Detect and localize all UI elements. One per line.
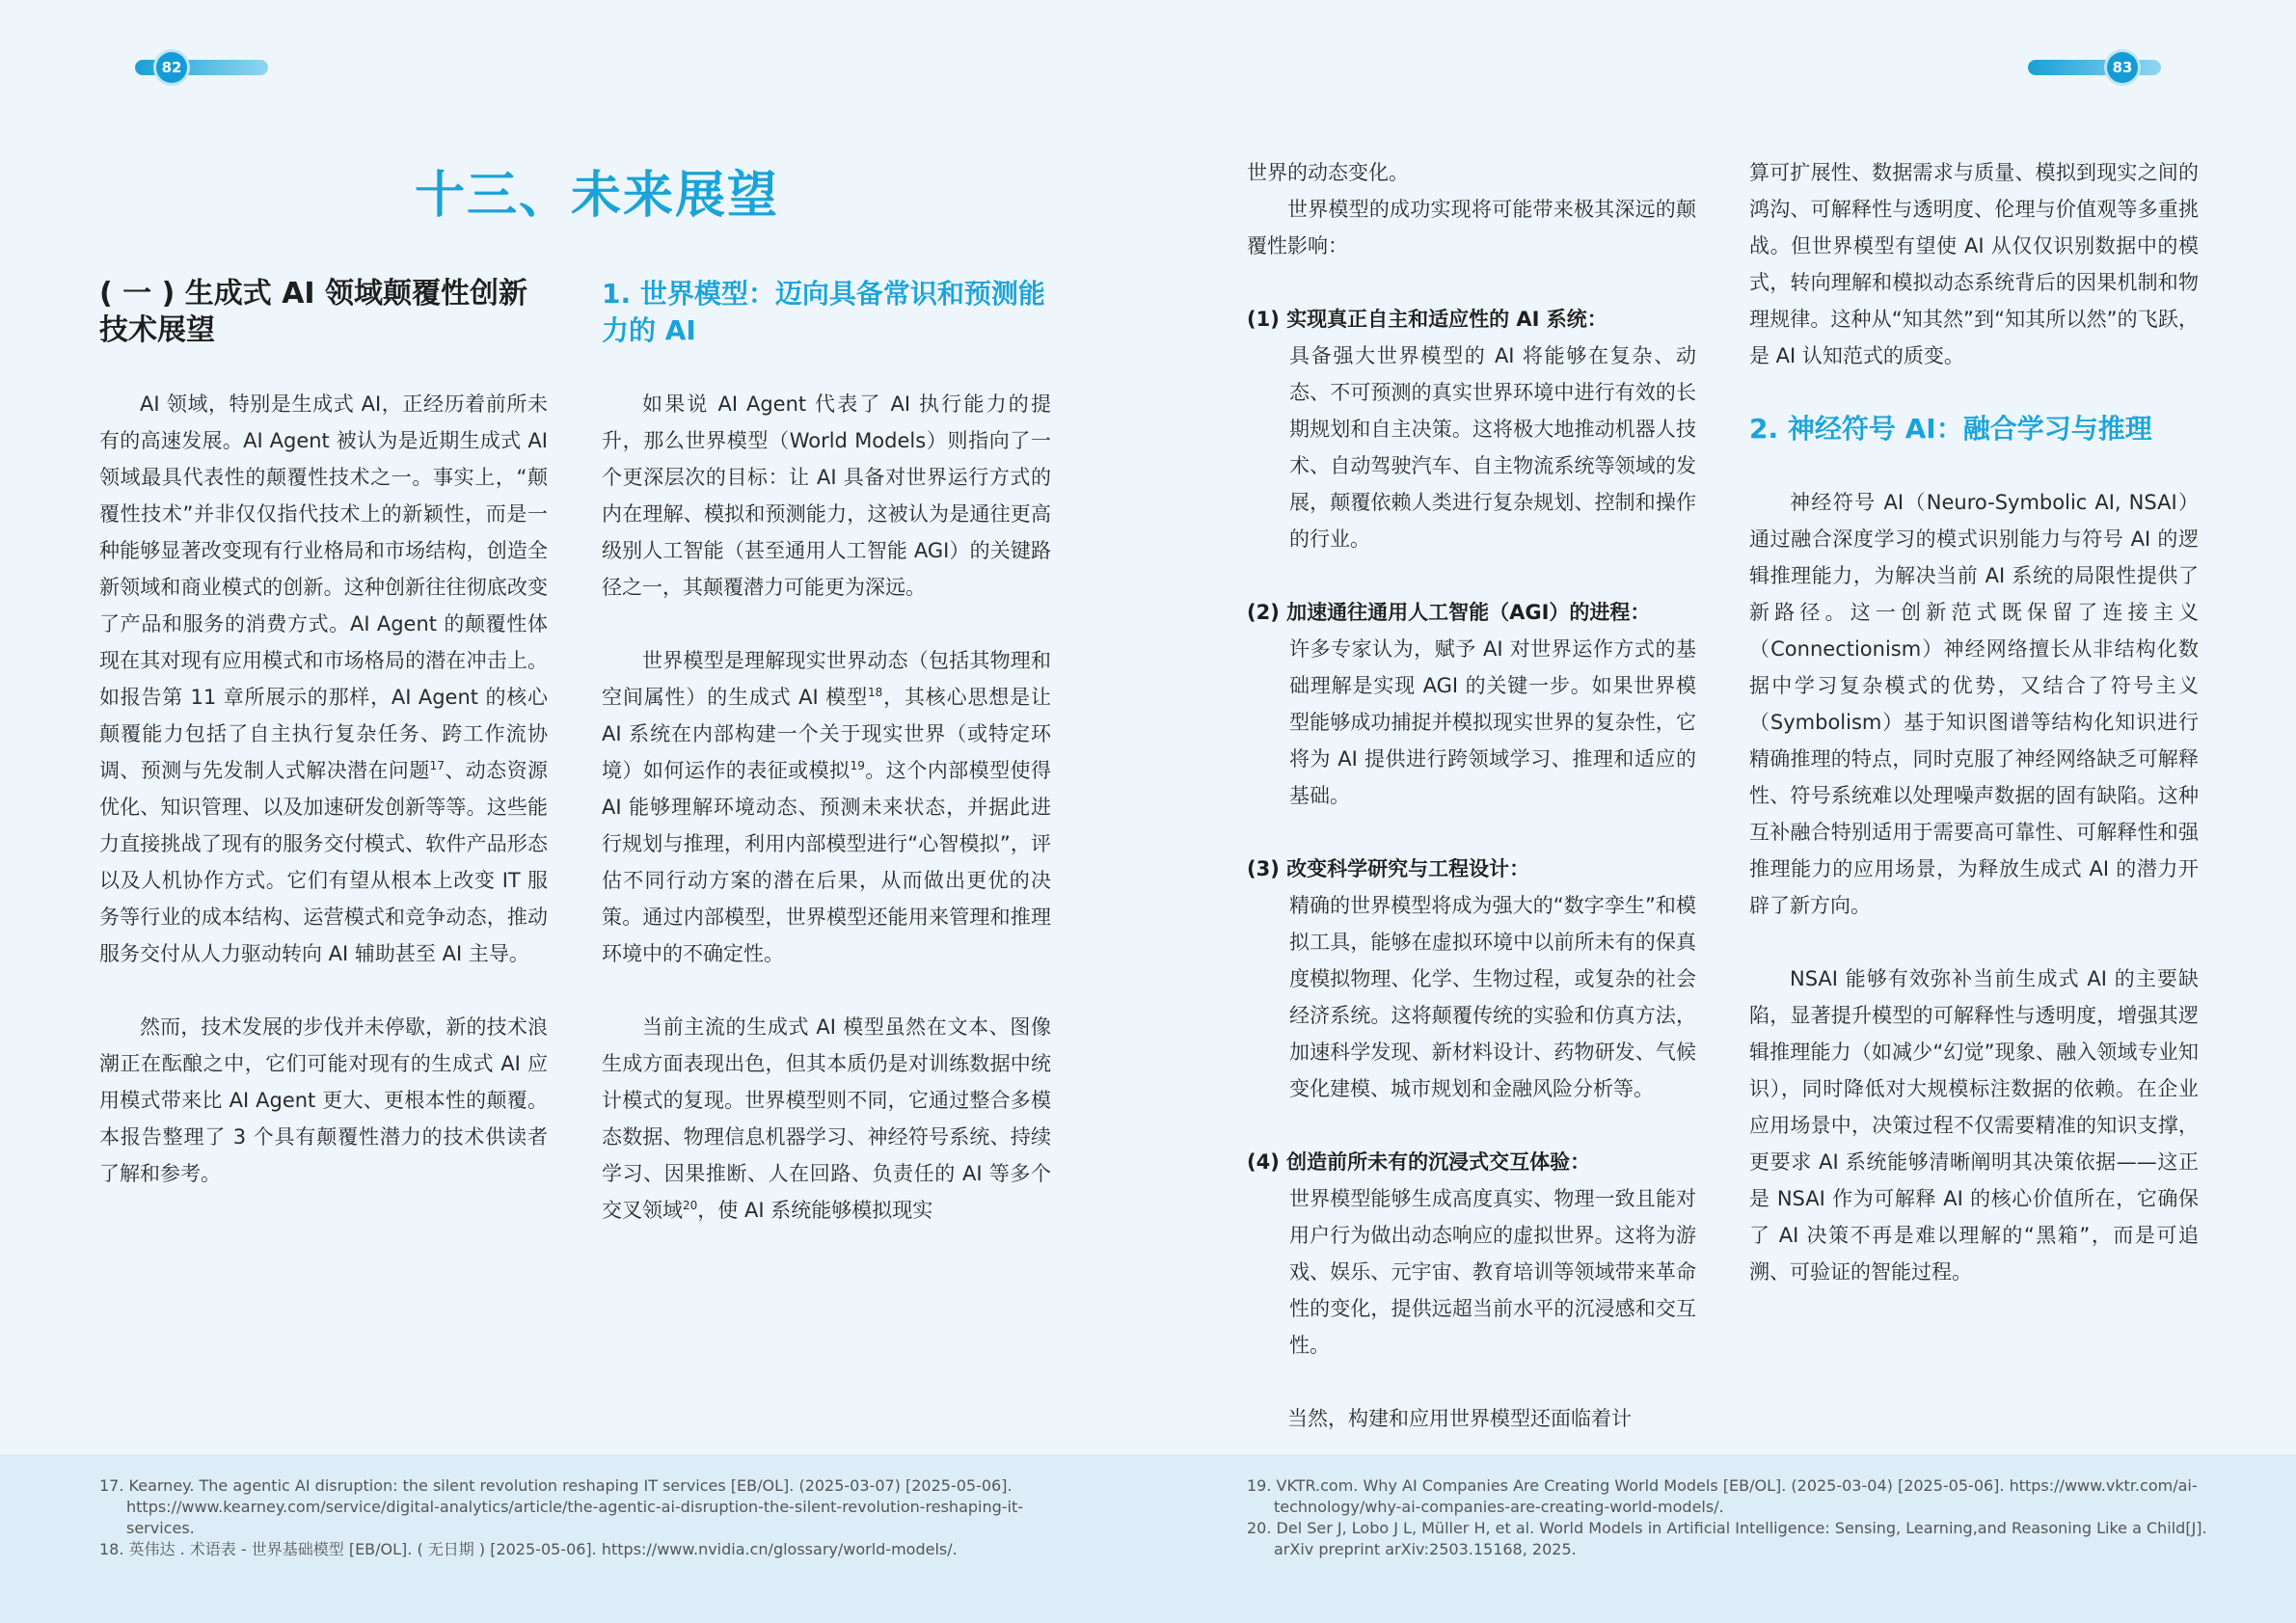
page-number-right: 83: [2107, 52, 2138, 83]
list-item-body: 世界模型能够生成高度真实、物理一致且能对用户行为做出动态响应的虚拟世界。这将为游戏、娱乐、元宇宙、教育培训等领域带来革命性的变化，提供远超当前水平的沉浸感和交互性。: [1289, 1187, 1696, 1357]
left-column-2: [602, 276, 1051, 1229]
paragraph: AI 领域，特别是生成式 AI，正经历着前所未有的高速发展。AI Agent 被认为是近期生成式 AI 领域最具代表性的颠覆性技术之一。事实上，“颠覆性技术”并非仅仅指代技术上的新颖性，而是一种能够显著改变现有行业格局和市场结构，创造全新领域和商业模式的创新。这种创新往往彻底改变了产品和服务的消费方式。AI Agent 的颠覆性体现在其对现有应用模式和市场格局的潜在冲击上。如报告第 11 章所展示的那样，AI Agent 的核心颠覆能力包括了自主执行复杂任务、跨工作流协调、预测与先发制人式解决潜在问题$^{17}$、动态资源优化、知识管理、以及加速研发创新等等。这些能力直接挑战了现有的服务交付模式、软件产品形态以及人机协作方式。它们有望从根本上改变 IT 服务等行业的成本结构、运营模式和竞争动态，推动服务交付从人力驱动转向 AI 辅助甚至 AI 主导。: [99, 392, 549, 965]
list-item-body: 具备强大世界模型的 AI 将能够在复杂、动态、不可预测的真实世界环境中进行有效的长期规划和自主决策。这将极大地推动机器人技术、自动驾驶汽车、自主物流系统等领域的发展，颠覆依赖人类进行复杂规划、控制和操作的行业。: [1289, 344, 1696, 551]
footnotes-area: [0, 1454, 2296, 1623]
footnote-ref: 18: [867, 686, 883, 699]
paragraph: 世界模型的成功实现将可能带来极其深远的颠覆性影响：: [1247, 198, 1696, 257]
footnote-ref: 20: [683, 1199, 698, 1212]
paragraph: 当然，构建和应用世界模型还面临着计: [1287, 1407, 1632, 1430]
paragraph: NSAI 能够有效弥补当前生成式 AI 的主要缺陷，显著提升模型的可解释性与透明度，增强其逻辑推理能力（如减少“幻觉”现象、融入领域专业知识），同时降低对大规模标注数据的依赖。在企业应用场景中，决策过程不仅需要精准的知识支撑，更要求 AI 系统能够清晰阐明其决策依据——这正是 NSAI 作为可解释 AI 的核心价值所在，它确保了 AI 决策不再是难以理解的“黑箱”，而是可追溯、可验证的智能过程。: [1749, 967, 2199, 1284]
list-item: [1247, 301, 1696, 557]
paragraph: 世界模型是理解现实世界动态（包括其物理和空间属性）的生成式 AI 模型$^{18}$，其核心思想是让 AI 系统在内部构建一个关于现实世界（或特定环境）如何运作的表征或模拟$^{19}$。这个内部模型使得 AI 能够理解环境动态、预测未来状态，并据此进行规划与推理，利用内部模型进行“心智模拟”，评估不同行动方案的潜在后果，从而做出更优的决策。通过内部模型，世界模型还能用来管理和推理环境中的不确定性。: [602, 649, 1052, 965]
paragraph: 如果说 AI Agent 代表了 AI 执行能力的提升，那么世界模型（World Models）则指向了一个更深层次的目标：让 AI 具备对世界运行方式的内在理解、模拟和预测能力，这被认为是通往更高级别人工智能（甚至通用人工智能 AGI）的关键路径之一，其颠覆潜力可能更为深远。: [602, 392, 1051, 599]
chapter-title: 十三、未来展望: [415, 167, 780, 225]
list-item-body: 精确的世界模型将成为强大的“数字孪生”和模拟工具，能够在虚拟环境中以前所未有的保真度模拟物理、化学、生物过程，或复杂的社会经济系统。这将颠覆传统的实验和仿真方法，加速科学发现、新材料设计、药物研发、气候变化建模、城市规划和金融风险分析等。: [1289, 894, 1696, 1100]
left-column-1: [99, 276, 548, 1192]
subsection-heading-world-models: 1. 世界模型：迈向具备常识和预测能力的 AI: [602, 278, 1045, 346]
list-item-heading: (3) 改变科学研究与工程设计：: [1247, 857, 1530, 880]
impact-list: [1247, 301, 1696, 1364]
page-number-bar: [2028, 60, 2161, 75]
footnote: 20. Del Ser J, Lobo J L, Müller H, et al. World Models in Artificial Intelligence: Sensing, Learning,and Reasoning Like a Child[J]. arXiv preprint arXiv:2503.15168, 2025.: [1247, 1519, 2207, 1558]
paragraph: 当前主流的生成式 AI 模型虽然在文本、图像生成方面表现出色，但其本质仍是对训练数据中统计模式的复现。世界模型则不同，它通过整合多模态数据、物理信息机器学习、神经符号系统、持续学习、因果推断、人在回路、负责任的 AI 等多个交叉领域$^{20}$，使 AI 系统能够模拟现实: [602, 1015, 1051, 1222]
list-item-body: 许多专家认为，赋予 AI 对世界运作方式的基础理解是实现 AGI 的关键一步。如果世界模型能够成功捕捉并模拟现实世界的复杂性，它将为 AI 提供进行跨领域学习、推理和适应的基础。: [1289, 637, 1696, 807]
footnote: 18. 英伟达 . 术语表 - 世界基础模型 [EB/OL]. ( 无日期 ) [2025-05-06]. https://www.nvidia.cn/glossary/world-models/.: [99, 1540, 958, 1558]
right-column-1: [1247, 154, 1696, 1437]
right-page: [1148, 0, 2296, 1623]
list-item-heading: (1) 实现真正自主和适应性的 AI 系统：: [1247, 308, 1607, 331]
footnotes-left: [99, 1475, 1044, 1560]
list-item: [1247, 594, 1696, 814]
list-item-heading: (4) 创造前所未有的沉浸式交互体验：: [1247, 1150, 1591, 1174]
paragraph: 然而，技术发展的步伐并未停歇，新的技术浪潮正在酝酿之中，它们可能对现有的生成式 AI 应用模式带来比 AI Agent 更大、更根本性的颠覆。本报告整理了 3 个具有颠覆性潜力的技术供读者了解和参考。: [99, 1015, 548, 1185]
footnote: 17. Kearney. The agentic AI disruption: the silent revolution reshaping IT services [EB/OL]. (2025-03-07) [2025-05-06]. https://www.kearney.com/service/digital-analytics/article/the-agentic-ai-disruption-the-silent-revolution-reshaping-it-services.: [99, 1476, 1024, 1537]
section-heading: ( 一 ) 生成式 AI 领域颠覆性创新技术展望: [99, 277, 528, 347]
list-item: [1247, 851, 1696, 1107]
footnote-ref: 17: [429, 759, 445, 772]
paragraph: 世界的动态变化。: [1247, 161, 1409, 184]
paragraph: 神经符号 AI（Neuro-Symbolic AI, NSAI）通过融合深度学习的模式识别能力与符号 AI 的逻辑推理能力，为解决当前 AI 系统的局限性提供了新路径。这一创新范式既保留了连接主义（Connectionism）神经网络擅长从非结构化数据中学习复杂模式的优势，又结合了符号主义（Symbolism）基于知识图谱等结构化知识进行精确推理的特点，同时克服了神经网络缺乏可解释性、符号系统难以处理噪声数据的固有缺陷。这种互补融合特别适用于需要高可靠性、可解释性和强推理能力的应用场景，为释放生成式 AI 的潜力开辟了新方向。: [1749, 491, 2199, 917]
paragraph: 算可扩展性、数据需求与质量、模拟到现实之间的鸿沟、可解释性与透明度、伦理与价值观等多重挑战。但世界模型有望使 AI 从仅仅识别数据中的模式，转向理解和模拟动态系统背后的因果机制和物理规律。这种从“知其然”到“知其所以然”的飞跃，是 AI 认知范式的质变。: [1749, 161, 2199, 367]
footnotes-right: [1247, 1475, 2211, 1560]
right-column-2: [1749, 154, 2199, 1290]
list-item: [1247, 1144, 1696, 1364]
subsection-heading-neuro-symbolic: 2. 神经符号 AI：融合学习与推理: [1749, 413, 2152, 445]
footnote-ref: 19: [850, 759, 865, 772]
page-number-bar: [135, 60, 268, 75]
list-item-heading: (2) 加速通往通用人工智能（AGI）的进程：: [1247, 601, 1651, 624]
footnote: 19. VKTR.com. Why AI Companies Are Creating World Models [EB/OL]. (2025-03-04) [2025-05-06]. https://www.vktr.com/ai-technology/why-ai-companies-are-creating-world-models/.: [1247, 1476, 2198, 1516]
page-number-left: 82: [156, 52, 187, 83]
